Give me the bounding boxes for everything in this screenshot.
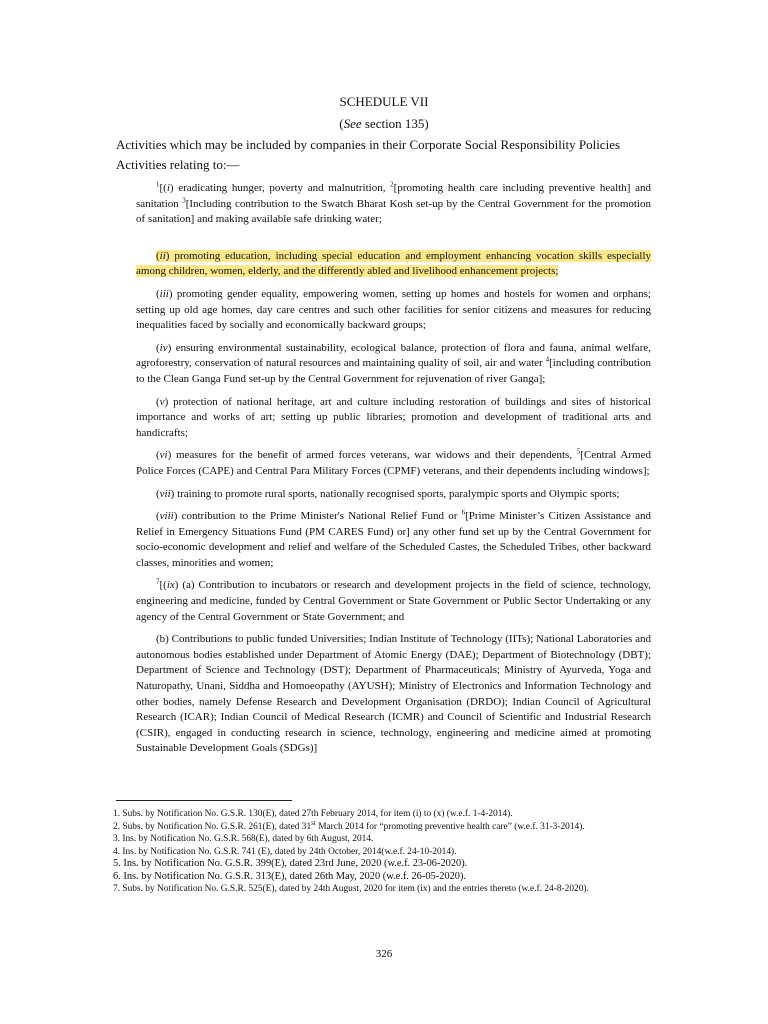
schedule-title: SCHEDULE VII (339, 94, 429, 109)
footnote-ref[interactable]: 7 (156, 577, 160, 586)
item-iii: (iii) promoting gender equality, empowering women, setting up homes and hostels for women and orphans; setting up old age homes, day care centres and such other facilities for senior citizens and measures for reducing inequalities faced by socially and economically backward groups; (136, 287, 651, 332)
footnote-ref[interactable]: 1 (156, 180, 160, 189)
ordinal-suffix: st (311, 818, 316, 827)
footnote-ref[interactable]: 3 (182, 195, 186, 204)
footnote-7: 7. Subs. by Notification No. G.S.R. 525(E), dated by 24th August, 2020 for item (ix) and the entries thereto (w.e.f. 24-8-2020). (113, 884, 589, 894)
item-number: viii (159, 510, 174, 523)
item-ix-b (136, 632, 651, 757)
highlighted-passage: (ii) promoting education, including special education and employment enhancing vocation skills especially among children, women, elderly, and the differently abled and livelihood enhancement projects; (136, 249, 651, 278)
item-text: ) ensuring environmental sustainability, ecological balance, protection of flora and fauna, animal welfare, agroforestry, conservation of natural resources and maintaining quality of soil, air and water (136, 341, 651, 370)
footnote-3: 3. Ins. by Notification No. G.S.R. 568(E), dated by 6th August, 2014. (113, 834, 374, 844)
page-number: 326 (375, 948, 393, 960)
item-text: ) contribution to the Prime Minister's National Relief Fund or (173, 510, 462, 523)
item-v: (v) protection of national heritage, art and culture including restoration of buildings and sites of historical importance and works of art; setting up public libraries; promotion and development of traditional arts and handicrafts; (136, 395, 651, 439)
item-text: ) (a) Contribution to incubators or research and development projects in the field of science, technology, engineering and medicine, funded by Central Government or State Government or Public Sector Undertaking or any agency of the Central Government or State Government; and (136, 579, 651, 623)
footnote-text: 2. Subs. by Notification No. G.S.R. 261(E), dated 31 (113, 821, 312, 832)
item-viii: (viii) contribution to the Prime Minister's National Relief Fund or $^6$[Prime Minister’s Citizen Assistance and Relief in Emergency Situations Fund (PM CARES Fund) or] any other fund set up by the Central Government for socio-economic development and relief and welfare of the Scheduled Castes, the Scheduled Tribes, other backward classes, minorities and women; (136, 508, 651, 569)
footnote-divider (116, 800, 292, 801)
item-number: vi (159, 449, 168, 462)
footnote-1: 1. Subs. by Notification No. G.S.R. 130(E), dated 27th February 2014, for item (i) to (x) (w.e.f. 1-4-2014). (113, 809, 513, 819)
item-text: [Central Armed Police Forces (CAPE) and Central Para Military Forces (CPMF) veterans, and their dependents including windows]; (136, 449, 651, 477)
section-reference-text: section 135) (361, 116, 429, 131)
item-text: [( (159, 182, 167, 194)
footnote-ref[interactable]: 6 (461, 508, 466, 517)
footnote-ref[interactable]: 4 (545, 355, 550, 364)
footnote-6: 6. Ins. by Notification No. G.S.R. 313(E), dated 26th May, 2020 (w.e.f. 26-05-2020). (113, 870, 467, 882)
footnote-ref[interactable]: 5 (576, 447, 581, 456)
item-iv: (iv) ensuring environmental sustainability, ecological balance, protection of flora and fauna, animal welfare, agroforestry, conservation of natural resources and maintaining quality of soil, air and water $^4$[including contribution to the Clean Ganga Fund set-up by the Central Government for rejuvenation of river Ganga]; (136, 341, 651, 385)
item-vii: (vii) training to promote rural sports, nationally recognised sports, paralympic sports and Olympic sports; (156, 487, 620, 500)
item-text: ) promoting gender equality, empowering women, setting up homes and hostels for women and orphans; setting up old age homes, day care centres and such other facilities for senior citizens and measures for reducing inequalities faced by socially and economically backward groups; (136, 287, 651, 332)
schedule-heading: Activities which may be included by companies in their Corporate Social Responsibility Policies (116, 137, 621, 152)
activities-list (136, 181, 651, 764)
item-i (136, 181, 651, 228)
item-text: [including contribution to the Clean Ganga Fund set-up by the Central Government for rejuvenation of river Ganga]; (136, 357, 651, 385)
item-vi: (vi) measures for the benefit of armed forces veterans, war widows and their dependents, $^5$[Central Armed Police Forces (CAPE) and Central Para Military Forces (CPMF) veterans, and their dependents including windows]; (136, 447, 651, 477)
item-ix (136, 578, 651, 625)
item-text: ) measures for the benefit of armed forces veterans, war widows and their dependents, (167, 449, 577, 462)
footnote-5: 5. Ins. by Notification No. G.S.R. 399(E), dated 23rd June, 2020 (w.e.f. 23-06-2020). (113, 858, 468, 869)
footnote-4: 4. Ins. by Notification No. G.S.R. 741 (E), dated by 24th October, 2014(w.e.f. 24-10-2014). (113, 846, 457, 857)
item-number: vii (159, 487, 171, 500)
item-text: ) training to promote rural sports, nationally recognised sports, paralympic sports and Olympic sports; (170, 487, 620, 500)
item-text: (b) Contributions to public funded Universities; Indian Institute of Technology (IITs); National Laboratories and autonomous bodies established under Department of Atomic Energy (DAE); Department of Biotechnology (DBT); Department of Science and Technology (DST); Department of Pharmaceuticals; Ministry of Ayurveda, Yoga and Naturopathy, Unani, Siddha and Homoeopathy (AYUSH); Ministry of Electronics and Information Technology and other bodies, namely Defense Research and Development Organisation (DRDO); Indian Council of Agricultural Research (ICAR); Indian Council of Medical Research (ICMR) and Council of Scientific and Industrial Research (CSIR), engaged in conducting research in science, technology, engineering and medicine aimed at promoting Sustainable Development Goals (SDGs)] (136, 633, 651, 755)
footnote-ref[interactable]: 2 (390, 180, 394, 189)
section-reference: (See section 135) (339, 116, 429, 131)
item-number: i (166, 182, 170, 194)
item-text: [( (159, 579, 167, 592)
item-ii (136, 249, 651, 280)
item-text: [Including contribution to the Swatch Bharat Kosh set-up by the Central Government for the promotion of sanitation] and making available safe drinking water; (136, 197, 651, 226)
item-number: v (159, 395, 165, 408)
item-text: [promoting health care including preventive health] and sanitation (136, 182, 651, 210)
footnotes (113, 808, 658, 896)
footnote-2 (113, 818, 658, 834)
item-number: ii (159, 249, 166, 262)
item-text: ) eradicating hunger, poverty and malnutrition, (169, 182, 391, 194)
see-word: See (343, 116, 362, 131)
item-text: [Prime Minister’s Citizen Assistance and Relief in Emergency Situations Fund (PM CARES Fund) or] any other fund set up by the Central Government for socio-economic development and relief and welfare of the Scheduled Castes, the Scheduled Tribes, other backward classes, minorities and women; (136, 510, 651, 569)
item-number: iii (159, 287, 169, 300)
activities-subheading: Activities relating to:— (116, 157, 240, 172)
item-number: ix (166, 579, 175, 592)
footnote-text: March 2014 for “promoting preventive health care” (w.e.f. 31-3-2014). (315, 821, 585, 832)
item-text: ) promoting education, including special education and employment enhancing vocation skills especially among children, women, elderly, and the differently abled and livelihood enhancement projects; (136, 249, 651, 278)
item-number: iv (159, 341, 168, 354)
item-text: ) protection of national heritage, art and culture including restoration of buildings and sites of historical importance and works of art; setting up public libraries; promotion and development of traditional arts and handicrafts; (136, 395, 651, 439)
